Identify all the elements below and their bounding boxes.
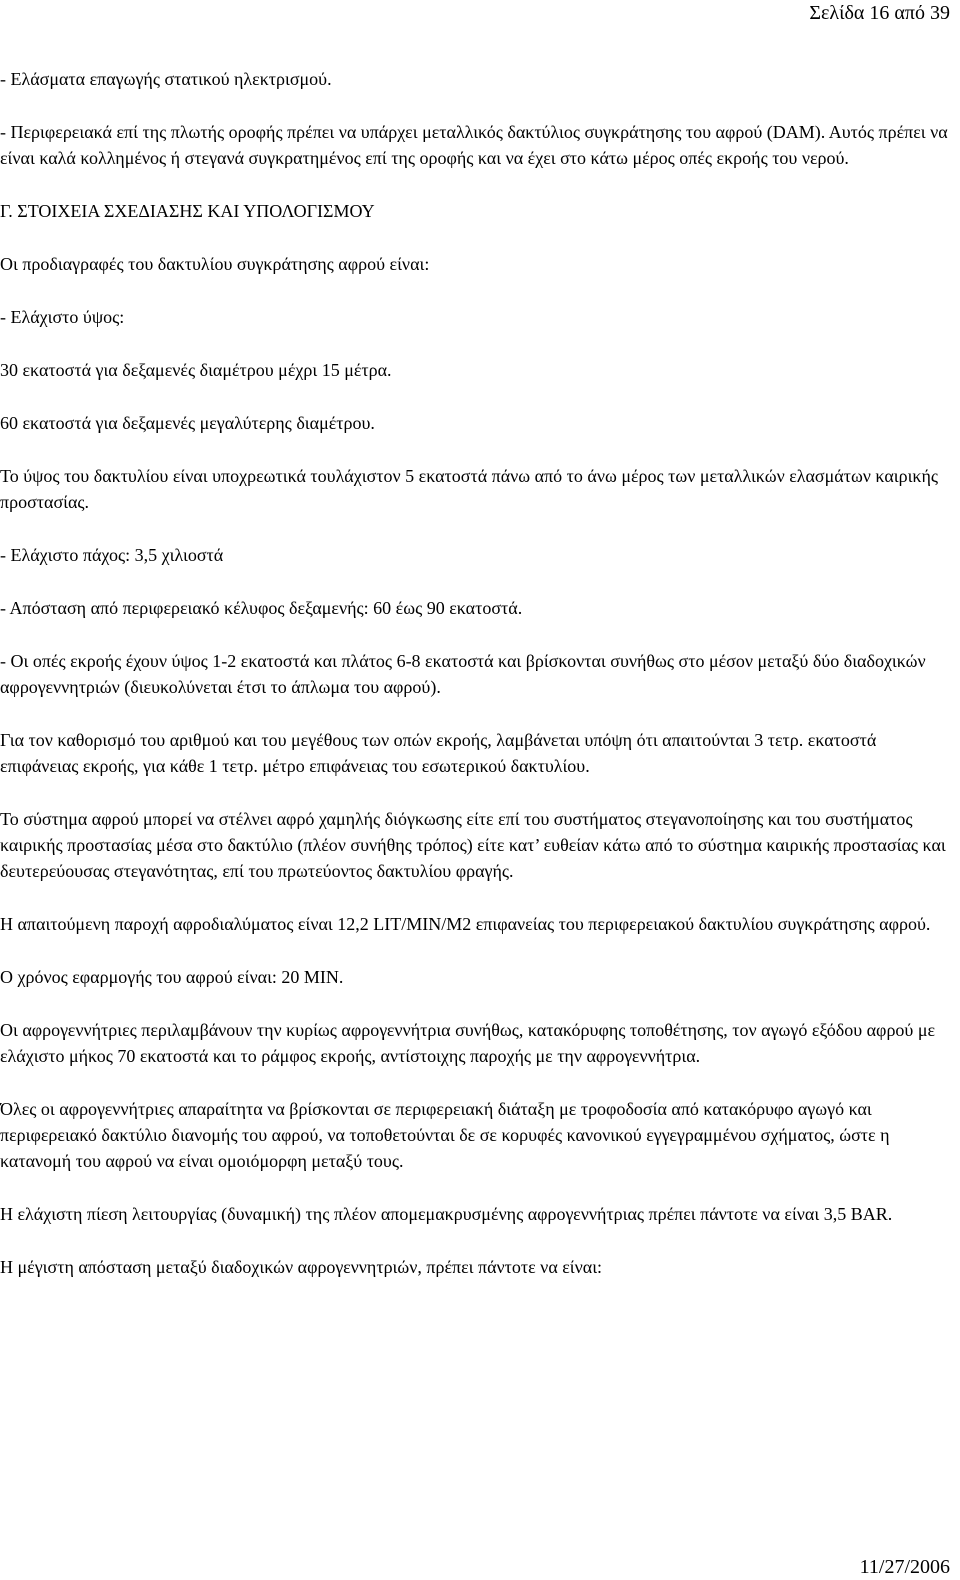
paragraph-application-time: Ο χρόνος εφαρμογής του αφρού είναι: 20 MIN.	[0, 967, 344, 987]
paragraph-min-height: - Ελάχιστο ύψος:	[0, 307, 125, 327]
paragraph-distance: - Απόσταση από περιφερειακό κέλυφος δεξαμενής: 60 έως 90 εκατοστά.	[0, 598, 523, 618]
paragraph-static-strips: - Ελάσματα επαγωγής στατικού ηλεκτρισμού.	[0, 69, 332, 89]
section-heading: Γ. ΣΤΟΙΧΕΙΑ ΣΧΕΔΙΑΣΗΣ ΚΑΙ ΥΠΟΛΟΓΙΣΜΟΥ	[0, 201, 375, 221]
footer-date: 11/27/2006	[859, 1556, 950, 1578]
paragraph-height-60: 60 εκατοστά για δεξαμενές μεγαλύτερης διαμέτρου.	[0, 413, 375, 433]
paragraph-ring-height: Το ύψος του δακτυλίου είναι υποχρεωτικά τουλάχιστον 5 εκατοστά πάνω από το άνω μέρος των μεταλλικών ελασμάτων καιρικής προστασίας.	[0, 466, 939, 512]
document-body	[0, 66, 950, 1307]
paragraph-max-distance: Η μέγιστη απόσταση μεταξύ διαδοχικών αφρογεννητριών, πρέπει πάντοτε να είναι:	[0, 1257, 603, 1277]
paragraph-foam-dam: - Περιφερειακά επί της πλωτής οροφής πρέπει να υπάρχει μεταλλικός δακτύλιος συγκράτησης του αφρού (DAM). Αυτός πρέπει να είναι καλά κολλημένος ή στεγανά συγκρατημένος επί της οροφής και να έχει στο κάτω μέρος οπές εκροής του νερού.	[0, 122, 948, 168]
paragraph-drain-holes: - Οι οπές εκροής έχουν ύψος 1-2 εκατοστά και πλάτος 6-8 εκατοστά και βρίσκονται συνήθως στο μέσον μεταξύ δύο διαδοχικών αφρογεννητριών (διευκολύνεται έτσι το άπλωμα του αφρού).	[0, 651, 926, 697]
paragraph-generator-layout: Όλες οι αφρογεννήτριες απαραίτητα να βρίσκονται σε περιφερειακή διάταξη με τροφοδοσία από κατακόρυφο αγωγό και περιφερειακό δακτύλιο διανομής του αφρού, να τοποθετούνται δε σε κορυφές κανονικού εγγεγραμμένου σχήματος, ώστε η κατανομή του αφρού να είναι ομοιόμορφη μεταξύ τους.	[0, 1099, 890, 1171]
paragraph-foam-system: Το σύστημα αφρού μπορεί να στέλνει αφρό χαμηλής διόγκωσης είτε επί του συστήματος στεγανοποίησης και του συστήματος καιρικής προστασίας μέσα στο δακτύλιο (πλέον συνήθης τρόπος) είτε κατ’ ευθείαν κάτω από το σύστημα καιρικής προστασίας και δευτερεύουσας στεγανότητας, επί του πρωτεύοντος δακτυλίου φραγής.	[0, 809, 946, 881]
paragraph-specs-intro: Οι προδιαγραφές του δακτυλίου συγκράτησης αφρού είναι:	[0, 254, 430, 274]
paragraph-height-30: 30 εκατοστά για δεξαμενές διαμέτρου μέχρι 15 μέτρα.	[0, 360, 392, 380]
page-number: Σελίδα 16 από 39	[809, 2, 950, 24]
paragraph-min-thickness: - Ελάχιστο πάχος: 3,5 χιλιοστά	[0, 545, 224, 565]
paragraph-drain-sizing: Για τον καθορισμό του αριθμού και του μεγέθους των οπών εκροής, λαμβάνεται υπόψη ότι απαιτούνται 3 τετρ. εκατοστά επιφάνειας εκροής, για κάθε 1 τετρ. μέτρο επιφάνειας του εσωτερικού δακτυλίου.	[0, 730, 877, 776]
paragraph-flow-rate: Η απαιτούμενη παροχή αφροδιαλύματος είναι 12,2 LIT/MIN/M2 επιφανείας του περιφερειακού δακτυλίου συγκράτησης αφρού.	[0, 914, 931, 934]
paragraph-foam-generators: Οι αφρογεννήτριες περιλαμβάνουν την κυρίως αφρογεννήτρια συνήθως, κατακόρυφης τοποθέτησης, τον αγωγό εξόδου αφρού με ελάχιστο μήκος 70 εκατοστά και το ράμφος εκροής, αντίστοιχης παροχής με την αφρογεννήτρια.	[0, 1020, 936, 1066]
paragraph-min-pressure: Η ελάχιστη πίεση λειτουργίας (δυναμική) της πλέον απομεμακρυσμένης αφρογεννήτριας πρέπει πάντοτε να είναι 3,5 BAR.	[0, 1204, 893, 1224]
